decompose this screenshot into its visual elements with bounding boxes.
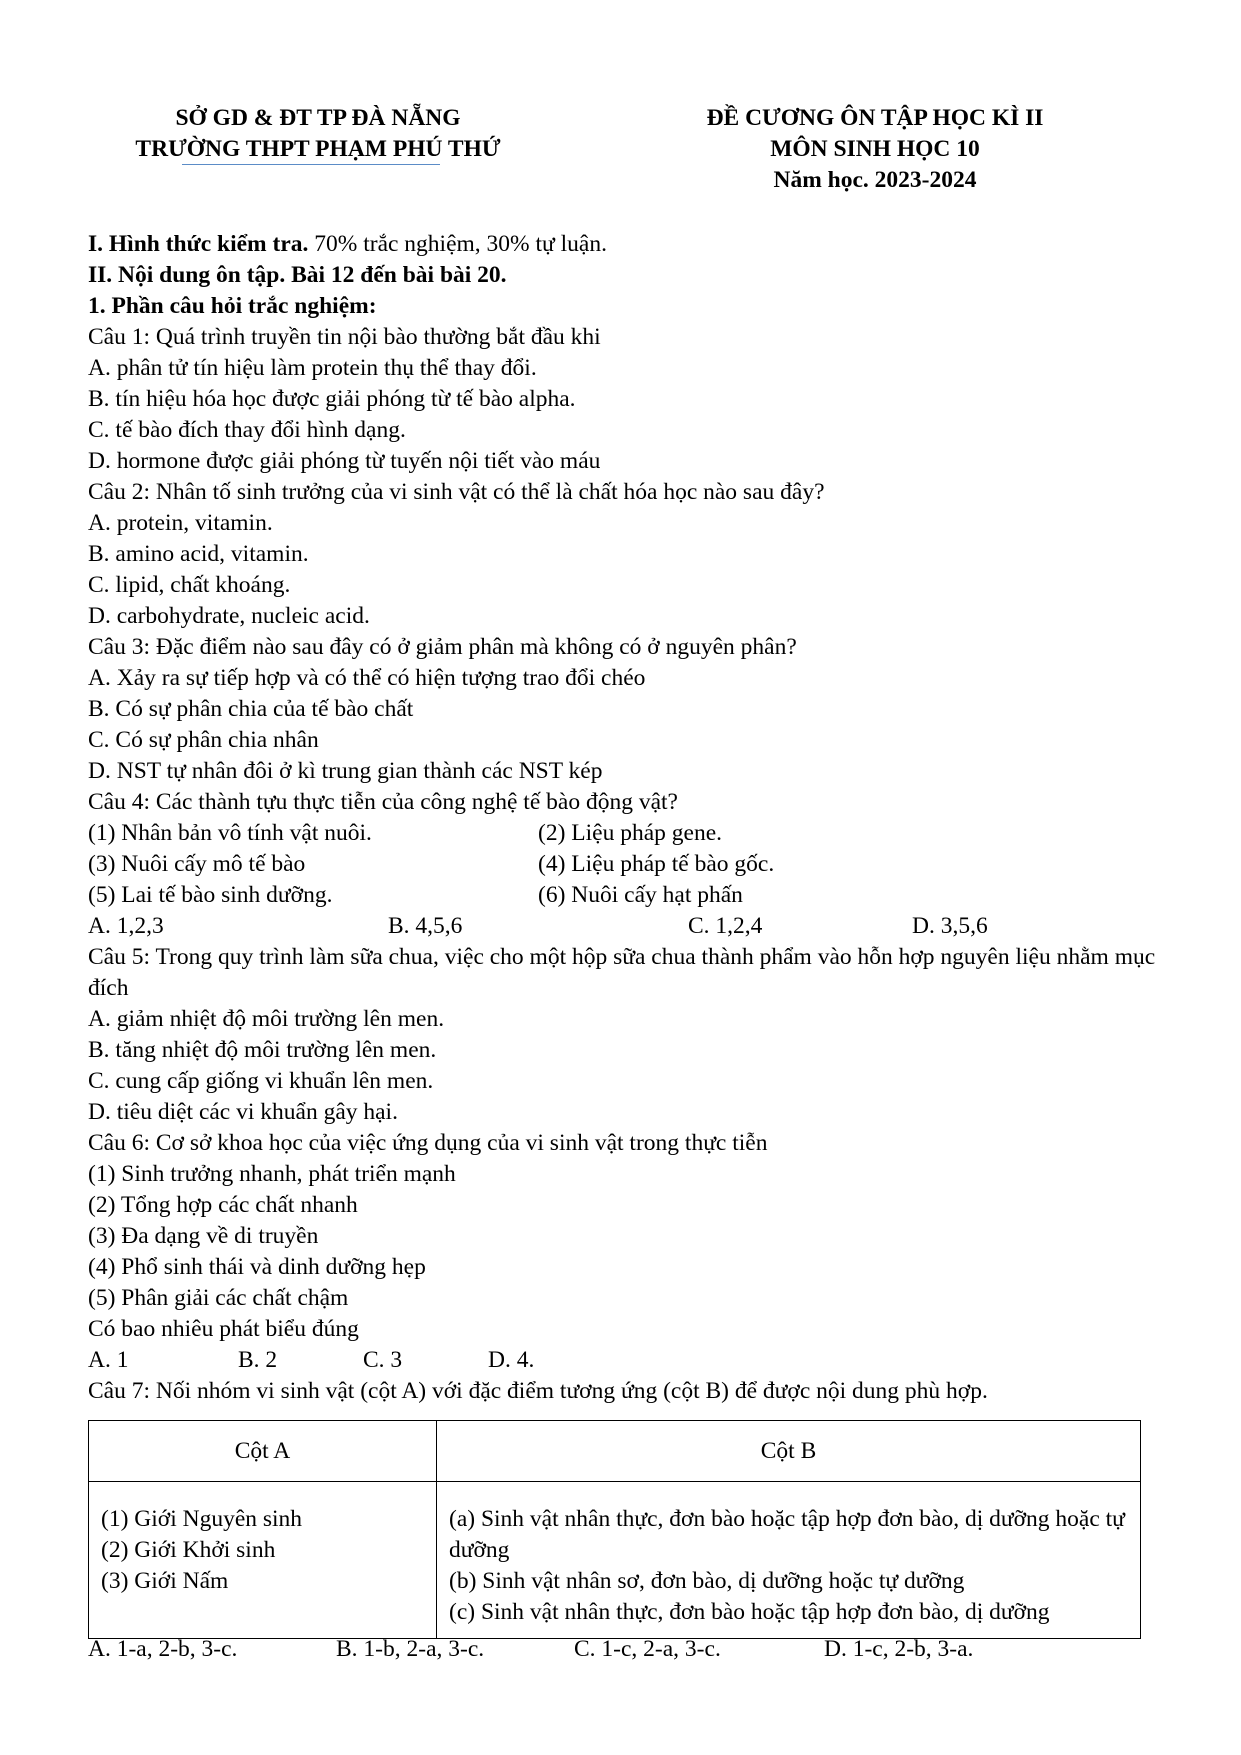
section-text: 70% trắc nghiệm, 30% tự luận. (308, 231, 607, 257)
question-4-option: D. 3,5,6 (912, 913, 988, 939)
document-title-block (640, 103, 1110, 196)
question-4-option: A. 1,2,3 (88, 913, 164, 939)
question-5: Câu 5: Trong quy trình làm sữa chua, việc cho một hộp sữa chua thành phẩm vào hỗn hợp nguyên liệu nhằm mục đích (88, 944, 1156, 1001)
column-b-item: (a) Sinh vật nhân thực, đơn bào hoặc tập hợp đơn bào, dị dưỡng hoặc tự dưỡng (449, 1506, 1125, 1563)
question-4-item-row (88, 880, 1188, 911)
column-a-header: Cột A (89, 1421, 437, 1482)
question-2-option: D. carbohydrate, nucleic acid. (88, 603, 370, 629)
question-1-option: A. phân tử tín hiệu làm protein thụ thể thay đổi. (88, 355, 537, 381)
question-6-prompt: Có bao nhiêu phát biểu đúng (88, 1316, 359, 1342)
question-4-item-row (88, 849, 1188, 880)
matching-table (88, 1420, 1141, 1639)
school-header (88, 103, 548, 165)
question-6-option: B. 2 (238, 1347, 278, 1373)
school-name-underline (182, 164, 440, 165)
section-review-content: II. Nội dung ôn tập. Bài 12 đến bài bài 20. (88, 262, 507, 288)
school-year: Năm học. 2023-2024 (773, 167, 977, 193)
question-1: Câu 1: Quá trình truyền tin nội bào thường bắt đầu khi (88, 324, 601, 350)
question-4-option: C. 1,2,4 (688, 913, 763, 939)
matching-table-header (89, 1421, 1141, 1482)
question-4-item: (2) Liệu pháp gene. (538, 820, 723, 846)
question-4-item: (3) Nuôi cấy mô tế bào (88, 851, 306, 877)
section-multiple-choice: 1. Phần câu hỏi trắc nghiệm: (88, 293, 377, 319)
question-6-options (88, 1345, 1188, 1376)
question-5-option: D. tiêu diệt các vi khuẩn gây hại. (88, 1099, 398, 1125)
department-name: SỞ GD & ĐT TP ĐÀ NẴNG (175, 105, 461, 131)
question-3-option: A. Xảy ra sự tiếp hợp và có thể có hiện tượng trao đổi chéo (88, 665, 646, 691)
column-a-item: (3) Giới Nấm (101, 1568, 229, 1594)
document-body (88, 229, 1188, 1407)
question-5-option: B. tăng nhiệt độ môi trường lên men. (88, 1037, 437, 1063)
question-2: Câu 2: Nhân tố sinh trưởng của vi sinh vật có thể là chất hóa học nào sau đây? (88, 479, 825, 505)
question-3-option: D. NST tự nhân đôi ở kì trung gian thành các NST kép (88, 758, 603, 784)
question-6-option: D. 4. (488, 1347, 535, 1373)
question-6: Câu 6: Cơ sở khoa học của việc ứng dụng của vi sinh vật trong thực tiễn (88, 1130, 768, 1156)
question-3: Câu 3: Đặc điểm nào sau đây có ở giảm phân mà không có ở nguyên phân? (88, 634, 797, 660)
question-6-option: A. 1 (88, 1347, 129, 1373)
question-2-option: A. protein, vitamin. (88, 510, 273, 536)
matching-table-row (89, 1482, 1141, 1639)
section-label: I. Hình thức kiểm tra. (88, 231, 309, 257)
question-3-option: B. Có sự phân chia của tế bào chất (88, 696, 414, 722)
question-4-options (88, 911, 1188, 942)
question-4-item-row (88, 818, 1188, 849)
question-2-option: C. lipid, chất khoáng. (88, 572, 291, 598)
column-a-item: (2) Giới Khởi sinh (101, 1537, 276, 1563)
question-6-item: (4) Phổ sinh thái và dinh dưỡng hẹp (88, 1254, 426, 1280)
subject-title: MÔN SINH HỌC 10 (770, 136, 980, 162)
question-6-item: (1) Sinh trưởng nhanh, phát triển mạnh (88, 1161, 456, 1187)
question-4: Câu 4: Các thành tựu thực tiễn của công nghệ tế bào động vật? (88, 789, 678, 815)
column-b-item: (b) Sinh vật nhân sơ, đơn bào, dị dưỡng hoặc tự dưỡng (449, 1568, 965, 1594)
question-4-item: (6) Nuôi cấy hạt phấn (538, 882, 743, 908)
question-6-option: C. 3 (363, 1347, 403, 1373)
question-2-option: B. amino acid, vitamin. (88, 541, 309, 567)
question-1-option: C. tế bào đích thay đổi hình dạng. (88, 417, 406, 443)
question-1-option: B. tín hiệu hóa học được giải phóng từ tế bào alpha. (88, 386, 576, 412)
column-b-item: (c) Sinh vật nhân thực, đơn bào hoặc tập hợp đơn bào, dị dưỡng (449, 1599, 1050, 1625)
question-7-option: B. 1-b, 2-a, 3-c. (336, 1636, 485, 1662)
question-7-option: A. 1-a, 2-b, 3-c. (88, 1636, 238, 1662)
question-3-option: C. Có sự phân chia nhân (88, 727, 319, 753)
document-title: ĐỀ CƯƠNG ÔN TẬP HỌC KÌ II (706, 105, 1044, 131)
question-5-option: C. cung cấp giống vi khuẩn lên men. (88, 1068, 434, 1094)
question-1-option: D. hormone được giải phóng từ tuyến nội tiết vào máu (88, 448, 601, 474)
question-5-option: A. giảm nhiệt độ môi trường lên men. (88, 1006, 445, 1032)
question-6-item: (3) Đa dạng về di truyền (88, 1223, 319, 1249)
school-name: TRƯỜNG THPT PHẠM PHÚ THỨ (135, 136, 501, 162)
question-4-item: (4) Liệu pháp tế bào gốc. (538, 851, 775, 877)
question-7-options (88, 1634, 1188, 1665)
question-6-item: (2) Tổng hợp các chất nhanh (88, 1192, 358, 1218)
question-4-item: (5) Lai tế bào sinh dưỡng. (88, 882, 333, 908)
question-6-item: (5) Phân giải các chất chậm (88, 1285, 349, 1311)
question-7-option: D. 1-c, 2-b, 3-a. (824, 1636, 974, 1662)
question-4-option: B. 4,5,6 (388, 913, 463, 939)
column-a-cell (89, 1482, 437, 1639)
column-a-item: (1) Giới Nguyên sinh (101, 1506, 303, 1532)
question-7-option: C. 1-c, 2-a, 3-c. (574, 1636, 721, 1662)
column-b-cell (437, 1482, 1141, 1639)
question-7: Câu 7: Nối nhóm vi sinh vật (cột A) với đặc điểm tương ứng (cột B) để được nội dung phù hợp. (88, 1378, 988, 1404)
column-b-header: Cột B (437, 1421, 1141, 1482)
section-exam-format (88, 229, 1188, 260)
question-4-item: (1) Nhân bản vô tính vật nuôi. (88, 820, 372, 846)
